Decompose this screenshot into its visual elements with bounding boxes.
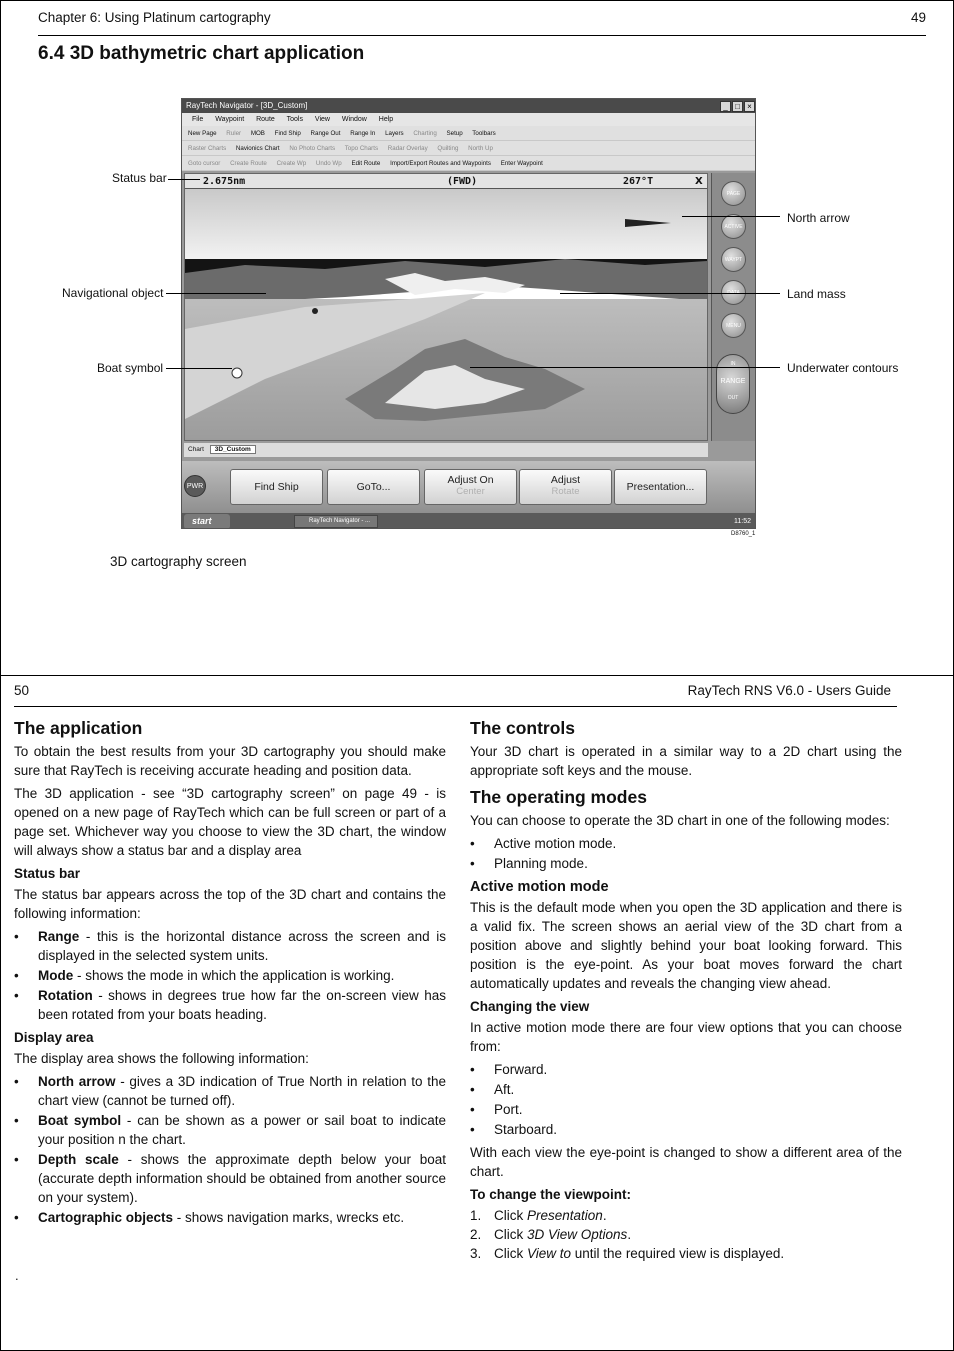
right-column <box>470 717 902 1263</box>
north-up-button[interactable]: North Up <box>468 145 493 152</box>
range-out-button[interactable]: Range Out <box>310 130 341 137</box>
menu-file[interactable]: File <box>192 116 204 123</box>
heading-display-area: Display area <box>14 1030 94 1045</box>
photo-charts-dropdown[interactable]: No Photo Charts <box>289 145 336 152</box>
list-item: • Mode - shows the mode in which the application is working. <box>14 966 446 985</box>
status-bar-list <box>14 927 446 1024</box>
create-route-button[interactable]: Create Route <box>230 160 267 167</box>
range-in-label: IN <box>730 361 736 367</box>
softkey-bar <box>182 461 756 513</box>
heading-changing-the-view: Changing the view <box>470 999 590 1014</box>
heading-to-change-viewpoint: To change the viewpoint: <box>470 1187 632 1202</box>
range-in-button[interactable]: Range In <box>350 130 376 137</box>
figure-id: D8760_1 <box>731 531 756 537</box>
list-item: • Planning mode. <box>470 854 902 873</box>
softkey-label: Find Ship <box>254 481 299 493</box>
softkey-label: Adjust <box>550 474 581 486</box>
menu-waypoint[interactable]: Waypoint <box>215 116 245 123</box>
list-item: • Starboard. <box>470 1120 902 1139</box>
edit-route-button[interactable]: Edit Route <box>351 160 381 167</box>
minimize-icon[interactable]: _ <box>720 101 731 112</box>
adjust-on-center-softkey[interactable] <box>424 469 517 505</box>
menu-bar <box>182 113 756 126</box>
page-50-header <box>14 683 897 707</box>
leader-boat-symbol <box>166 368 232 369</box>
left-column <box>14 717 446 1231</box>
callout-status-bar: Status bar <box>112 171 167 185</box>
paragraph: Your 3D chart is operated in a similar way to a 2D chart using the appropriate soft keys and the mouse. <box>470 744 902 778</box>
toolbar-charts <box>182 141 756 156</box>
create-wp-button[interactable]: Create Wp <box>276 160 307 167</box>
paragraph: To obtain the best results from your 3D cartography you should make sure that RayTech is receiving accurate heading and position data. <box>14 744 446 778</box>
callout-land-mass: Land mass <box>787 287 846 301</box>
chapter-title: Chapter 6: Using Platinum cartography <box>38 10 271 25</box>
menu-route[interactable]: Route <box>256 116 275 123</box>
boat-symbol-icon <box>232 368 242 378</box>
display-area-list <box>14 1072 446 1227</box>
new-page-button[interactable]: New Page <box>188 130 217 137</box>
list-item: • North arrow - gives a 3D indication of True North in relation to the chart view (cannot be turned off). <box>14 1072 446 1110</box>
step-item: 2. Click 3D View Options. <box>470 1227 632 1242</box>
softkey-sublabel: Center <box>456 486 485 497</box>
range-wheel[interactable] <box>716 354 750 414</box>
start-button[interactable]: start <box>184 514 230 529</box>
menu-view[interactable]: View <box>314 116 330 123</box>
figure-caption: 3D cartography screen <box>110 554 247 569</box>
stray-dot: . <box>15 1268 19 1283</box>
goto-cursor-button[interactable]: Goto cursor <box>188 160 221 167</box>
raster-charts-dropdown[interactable]: Raster Charts <box>188 145 227 152</box>
list-item: • Depth scale - shows the approximate depth below your boat (accurate depth information should be obtained from another source on your system). <box>14 1150 446 1207</box>
page-divider <box>0 675 954 676</box>
menu-button[interactable]: MENU <box>721 313 746 338</box>
paragraph: The 3D application - see “3D cartography screen” on page 49 - is opened on a new page of RayTech which can be full screen or part of a page set. Whichever way you choose to view the 3D chart, the window will always show a status bar and a display area <box>14 786 446 858</box>
status-mode: (FWD) <box>447 176 478 187</box>
waypt-button[interactable]: WAYPT <box>721 247 746 272</box>
presentation-softkey[interactable] <box>614 469 707 505</box>
softkey-label: Presentation... <box>626 481 695 493</box>
leader-navigational-object <box>166 293 266 294</box>
status-bar <box>185 174 707 189</box>
page-number: 50 <box>14 683 30 698</box>
callout-navigational-object: Navigational object <box>62 286 164 300</box>
layers-button[interactable]: Layers <box>385 130 404 137</box>
page-49-header <box>38 10 926 36</box>
leader-north-arrow <box>682 216 780 217</box>
power-button[interactable]: PWR <box>184 475 206 497</box>
menu-window[interactable]: Window <box>341 116 367 123</box>
paragraph: The display area shows the following information: <box>14 1051 309 1066</box>
import-export-button[interactable]: Import/Export Routes and Waypoints <box>390 160 491 167</box>
step-item: 3. Click View to until the required view is displayed. <box>470 1246 785 1261</box>
menu-help[interactable]: Help <box>378 116 394 123</box>
heading-the-controls: The controls <box>470 718 576 738</box>
maximize-icon[interactable]: □ <box>732 101 743 112</box>
toolbar-main <box>182 126 756 141</box>
toolbars-button[interactable]: Toolbars <box>472 130 496 137</box>
active-button[interactable]: ACTIVE <box>721 214 746 239</box>
list-item: • Forward. <box>470 1060 902 1079</box>
find-ship-button[interactable]: Find Ship <box>274 130 301 137</box>
leader-status-bar <box>168 179 200 180</box>
list-item: • Rotation - shows in degrees true how far the on-screen view has been rotated from your boats heading. <box>14 986 446 1024</box>
undo-wp-button[interactable]: Undo Wp <box>315 160 342 167</box>
window-titlebar <box>182 99 756 113</box>
paragraph: This is the default mode when you open the 3D application and there is a valid fix. The screen shows an aerial view of the 3D chart from a position above and slightly behind your boat looking forward. This position is the eye-point. As your boat moves forward the chart automatically updates and reveals the changing view ahead. <box>470 900 902 991</box>
steps-list <box>470 1206 902 1263</box>
3d-cartography-screenshot <box>181 98 756 529</box>
list-item: • Active motion mode. <box>470 834 902 853</box>
range-label: RANGE <box>720 378 746 385</box>
guide-title: RayTech RNS V6.0 - Users Guide <box>687 683 891 698</box>
status-range: 2.675nm <box>203 176 246 187</box>
quilting-button[interactable]: Quilting <box>437 145 459 152</box>
window-title: RayTech Navigator - [3D_Custom] <box>186 101 308 110</box>
taskbar-clock: 11:52 <box>734 518 751 525</box>
windows-taskbar <box>182 513 756 529</box>
navigational-object-icon <box>312 308 318 314</box>
paragraph: In active motion mode there are four view options that you can choose from: <box>470 1020 902 1054</box>
leader-underwater-contours <box>470 367 780 368</box>
paragraph: You can choose to operate the 3D chart in one of the following modes: <box>470 813 890 828</box>
leader-land-mass <box>560 293 780 294</box>
status-rotation: 267°T <box>623 176 654 187</box>
navionics-chart-dropdown[interactable]: Navionics Chart <box>235 145 280 152</box>
3d-scene <box>185 189 707 441</box>
goto-softkey[interactable] <box>327 469 420 505</box>
ruler-button[interactable]: Ruler <box>226 130 242 137</box>
tab-chart[interactable]: Chart <box>188 446 204 453</box>
tab-3d-custom[interactable]: 3D_Custom <box>210 445 256 454</box>
callout-north-arrow: North arrow <box>787 211 850 225</box>
toolbar-route <box>182 156 756 171</box>
list-item: • Port. <box>470 1100 902 1119</box>
callout-underwater-contours: Underwater contours <box>787 361 899 375</box>
paragraph: The status bar appears across the top of the 3D chart and contains the following information: <box>14 887 446 921</box>
window-controls <box>719 100 755 114</box>
page-number: 49 <box>910 10 926 25</box>
views-list <box>470 1060 902 1139</box>
list-item: • Aft. <box>470 1080 902 1099</box>
list-item: • Range - this is the horizontal distance across the screen and is displayed in the selected system units. <box>14 927 446 965</box>
find-ship-softkey[interactable] <box>230 469 323 505</box>
topo-charts-dropdown[interactable]: Topo Charts <box>344 145 379 152</box>
heading-active-motion-mode: Active motion mode <box>470 879 609 895</box>
softkey-label: Adjust On <box>447 474 494 486</box>
radar-overlay-dropdown[interactable]: Radar Overlay <box>387 145 428 152</box>
heading-status-bar: Status bar <box>14 866 81 881</box>
softkey-label: GoTo... <box>356 481 391 493</box>
page-button[interactable]: PAGE <box>721 181 746 206</box>
setup-button[interactable]: Setup <box>446 130 463 137</box>
page-tabs <box>184 443 708 457</box>
charting-button[interactable]: Charting <box>413 130 437 137</box>
modes-list <box>470 834 902 873</box>
close-icon[interactable]: × <box>744 101 755 112</box>
section-title: 6.4 3D bathymetric chart application <box>38 43 365 64</box>
taskbar-item[interactable]: RayTech Navigator - ... <box>294 515 378 528</box>
heading-operating-modes: The operating modes <box>470 787 647 807</box>
3d-chart-view[interactable] <box>184 173 708 441</box>
heading-the-application: The application <box>14 718 143 738</box>
status-close-icon[interactable]: X <box>695 176 703 187</box>
step-item: 1. Click Presentation. <box>470 1208 607 1223</box>
callout-boat-symbol: Boat symbol <box>97 361 164 375</box>
mob-button[interactable]: MOB <box>250 130 265 137</box>
softkey-side-panel <box>711 173 755 441</box>
list-item: • Cartographic objects - shows navigation marks, wrecks etc. <box>14 1208 446 1227</box>
enter-waypoint-button[interactable]: Enter Waypoint <box>500 160 543 167</box>
softkey-sublabel: Rotate <box>551 486 580 497</box>
adjust-rotate-softkey[interactable] <box>519 469 612 505</box>
range-out-label: OUT <box>727 395 739 401</box>
menu-tools[interactable]: Tools <box>286 116 303 123</box>
list-item: • Boat symbol - can be shown as a power or sail boat to indicate your position n the chart. <box>14 1111 446 1149</box>
paragraph: With each view the eye-point is changed to show a different area of the chart. <box>470 1145 902 1179</box>
